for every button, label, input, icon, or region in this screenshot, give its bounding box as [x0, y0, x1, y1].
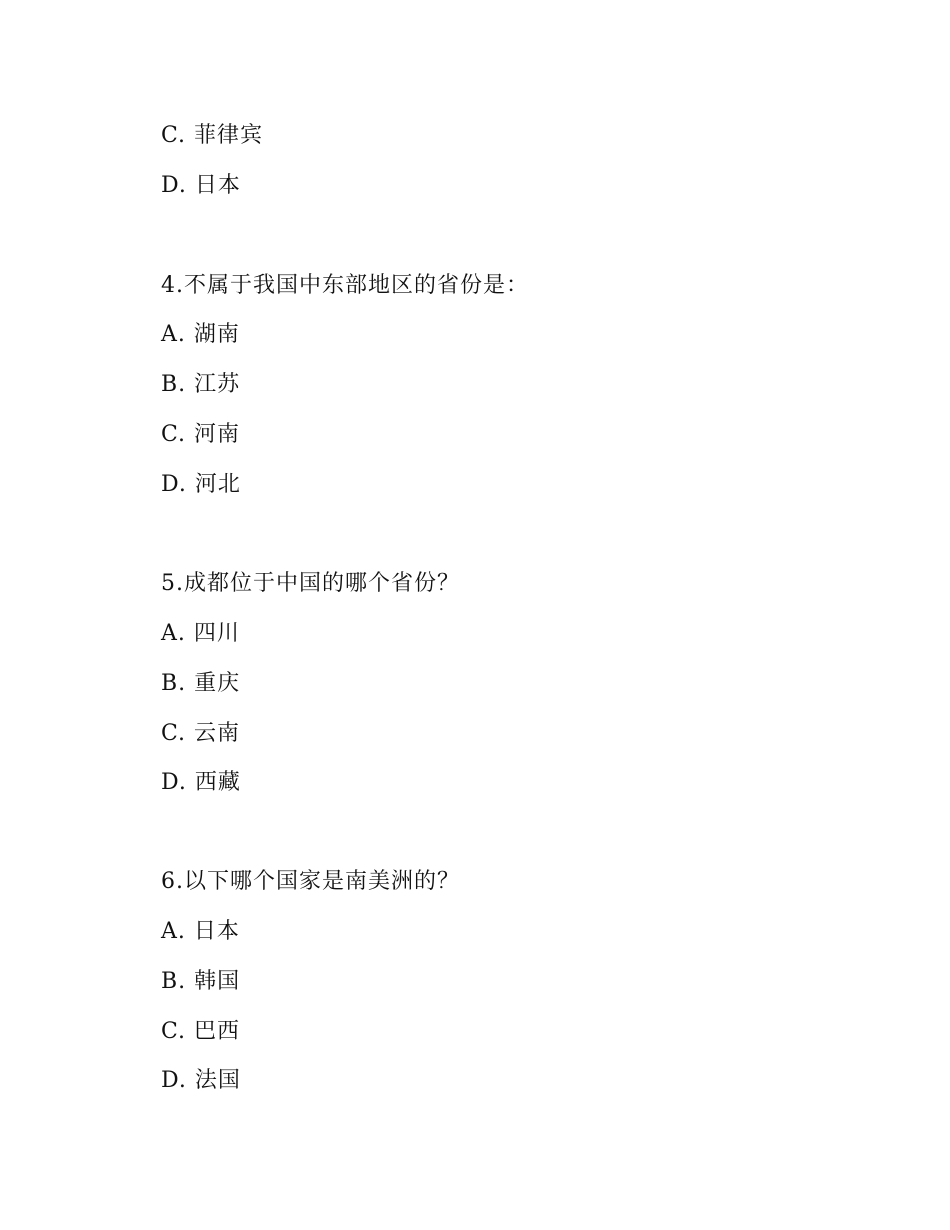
option-letter: D. — [161, 472, 187, 497]
option-a — [161, 619, 240, 649]
option-a — [161, 320, 240, 350]
option-letter: C. — [161, 721, 187, 746]
option-d — [161, 470, 241, 500]
option-text: 日本 — [194, 173, 241, 198]
question-4 — [161, 271, 529, 301]
option-c — [161, 420, 240, 450]
option-letter: C. — [161, 123, 187, 148]
option-text: 西藏 — [194, 770, 241, 795]
option-letter: D. — [161, 1068, 187, 1093]
question-5 — [161, 569, 460, 599]
option-letter: D. — [161, 770, 187, 795]
question-text: 以下哪个国家是南美洲的？ — [184, 869, 461, 894]
option-b — [161, 967, 240, 997]
option-text: 巴西 — [194, 1019, 241, 1044]
option-text: 江苏 — [194, 372, 241, 397]
option-b — [161, 370, 240, 400]
question-number: 5. — [161, 571, 184, 596]
question-number: 4. — [161, 273, 184, 298]
option-text: 四川 — [193, 621, 240, 646]
option-text: 菲律宾 — [194, 123, 264, 148]
option-letter: B. — [161, 671, 187, 696]
question-number: 6. — [161, 869, 184, 894]
question-text: 不属于我国中东部地区的省份是： — [184, 273, 530, 298]
question-text: 成都位于中国的哪个省份？ — [184, 571, 461, 596]
option-letter: C. — [161, 1019, 187, 1044]
option-text: 韩国 — [194, 969, 241, 994]
option-c — [161, 1017, 240, 1047]
option-d — [161, 768, 241, 798]
option-letter: B. — [161, 969, 187, 994]
option-letter: D. — [161, 173, 187, 198]
option-letter: B. — [161, 372, 187, 397]
option-b — [161, 669, 240, 699]
option-letter: C. — [161, 422, 187, 447]
option-a — [161, 917, 240, 947]
option-text: 湖南 — [193, 322, 240, 347]
option-letter: A. — [161, 322, 186, 347]
option-c — [161, 121, 263, 151]
question-6 — [161, 867, 460, 897]
option-text: 日本 — [193, 919, 240, 944]
option-text: 云南 — [194, 721, 241, 746]
option-d — [161, 171, 241, 201]
option-text: 河北 — [194, 472, 241, 497]
option-c — [161, 719, 240, 749]
option-letter: A. — [161, 621, 186, 646]
option-text: 河南 — [194, 422, 241, 447]
option-text: 法国 — [194, 1068, 241, 1093]
option-text: 重庆 — [194, 671, 241, 696]
option-d — [161, 1066, 241, 1096]
option-letter: A. — [161, 919, 186, 944]
